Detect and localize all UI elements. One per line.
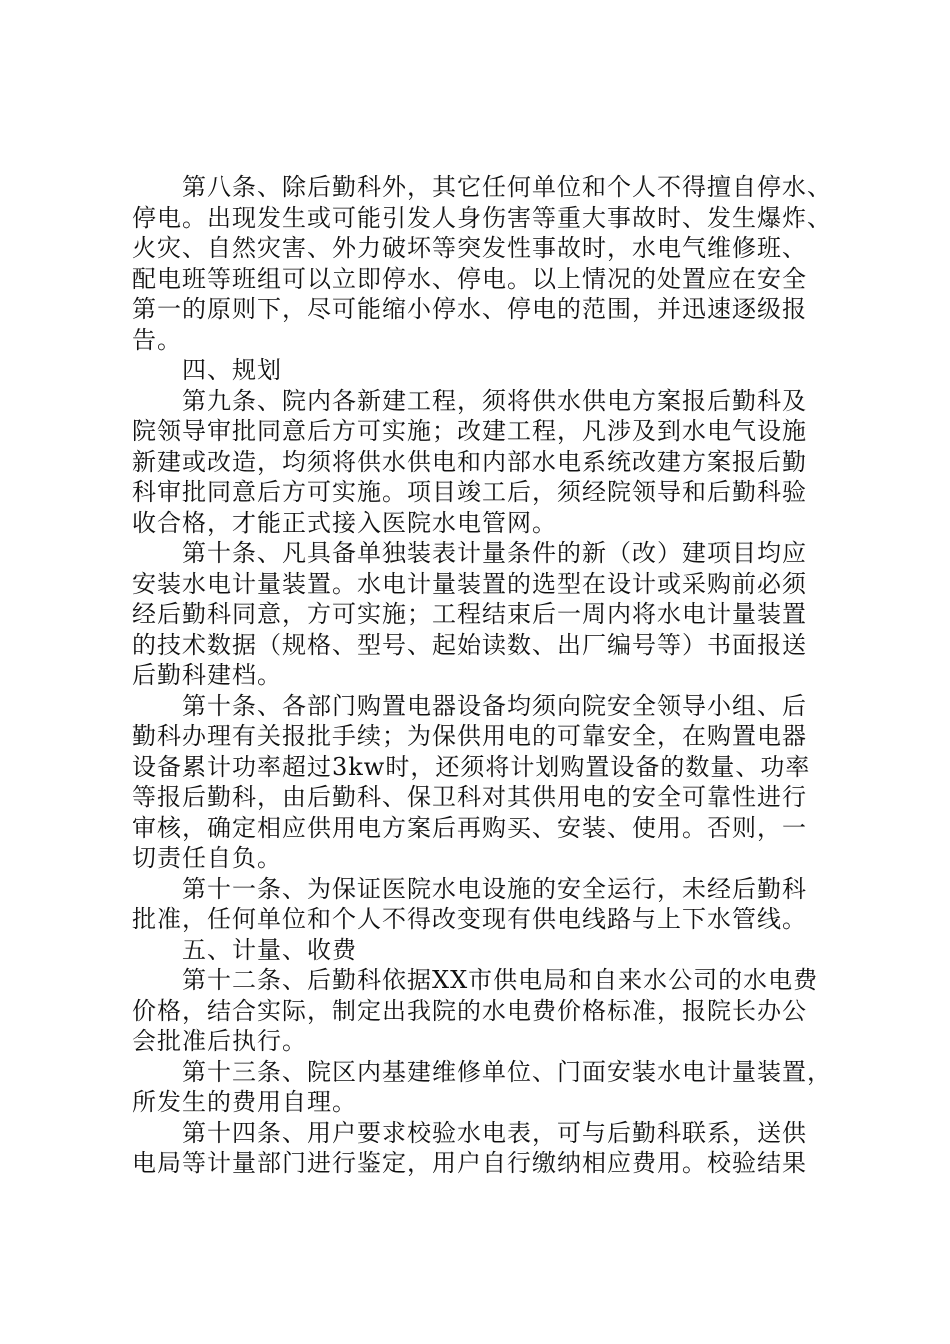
- text-line: 第十四条、用户要求校验水电表，可与后勤科联系，送供: [182, 1118, 807, 1147]
- text-line: 批准，任何单位和个人不得改变现有供电线路与上下水管线。: [132, 905, 807, 933]
- text-line: 科审批同意后方可实施。项目竣工后，须经院领导和后勤科验: [132, 478, 807, 506]
- text-line: 会批准后执行。: [132, 1027, 307, 1055]
- text-line: 四、规划: [182, 356, 282, 384]
- text-line: 经后勤科同意，方可实施；工程结束后一周内将水电计量装置: [132, 600, 807, 628]
- text-line: 停电。出现发生或可能引发人身伤害等重大事故时、发生爆炸、: [132, 203, 832, 232]
- text-line: 第九条、院内各新建工程，须将供水供电方案报后勤科及: [182, 386, 807, 415]
- text-line: 切责任自负。: [132, 844, 282, 872]
- text-line: 第十条、各部门购置电器设备均须向院安全领导小组、后: [182, 691, 807, 720]
- text-line: 安装水电计量装置。水电计量装置的选型在设计或采购前必须: [132, 569, 807, 598]
- document-body: [132, 172, 832, 1179]
- text-line: 第十二条、后勤科依据XX市供电局和自来水公司的水电费: [182, 966, 819, 994]
- text-line: 五、计量、收费: [182, 935, 357, 964]
- text-line: 第十三条、院区内基建维修单位、门面安装水电计量装置，: [182, 1057, 832, 1086]
- text-line: 配电班等班组可以立即停水、停电。以上情况的处置应在安全: [132, 264, 807, 293]
- text-line: 设备累计功率超过3kw时，还须将计划购置设备的数量、功率: [132, 752, 811, 781]
- text-line: 收合格，才能正式接入医院水电管网。: [132, 508, 557, 537]
- text-line: 火灾、自然灾害、外力破坏等突发性事故时，水电气维修班、: [132, 234, 807, 262]
- text-line: 电局等计量部门进行鉴定，用户自行缴纳相应费用。校验结果: [132, 1149, 807, 1177]
- text-line: 的技术数据（规格、型号、起始读数、出厂编号等）书面报送: [132, 630, 807, 659]
- text-line: 第八条、除后勤科外，其它任何单位和个人不得擅自停水、: [182, 173, 832, 201]
- text-line: 告。: [132, 325, 182, 354]
- text-line: 第十一条、为保证医院水电设施的安全运行，未经后勤科: [182, 874, 807, 903]
- text-line: 勤科办理有关报批手续；为保供用电的可靠安全，在购置电器: [132, 722, 807, 750]
- text-line: 审核，确定相应供用电方案后再购买、安装、使用。否则，一: [132, 813, 807, 842]
- text-line: 第十条、凡具备单独装表计量条件的新（改）建项目均应: [182, 539, 807, 567]
- text-line: 价格，结合实际，制定出我院的水电费价格标准，报院长办公: [132, 996, 807, 1025]
- text-line: 第一的原则下，尽可能缩小停水、停电的范围，并迅速逐级报: [132, 295, 807, 323]
- text-line: 等报后勤科，由后勤科、保卫科对其供用电的安全可靠性进行: [132, 783, 807, 811]
- text-line: 院领导审批同意后方可实施；改建工程，凡涉及到水电气设施: [132, 417, 807, 445]
- text-line: 新建或改造，均须将供水供电和内部水电系统改建方案报后勤: [132, 447, 807, 476]
- text-line: 后勤科建档。: [132, 661, 282, 689]
- text-line: 所发生的费用自理。: [132, 1088, 357, 1116]
